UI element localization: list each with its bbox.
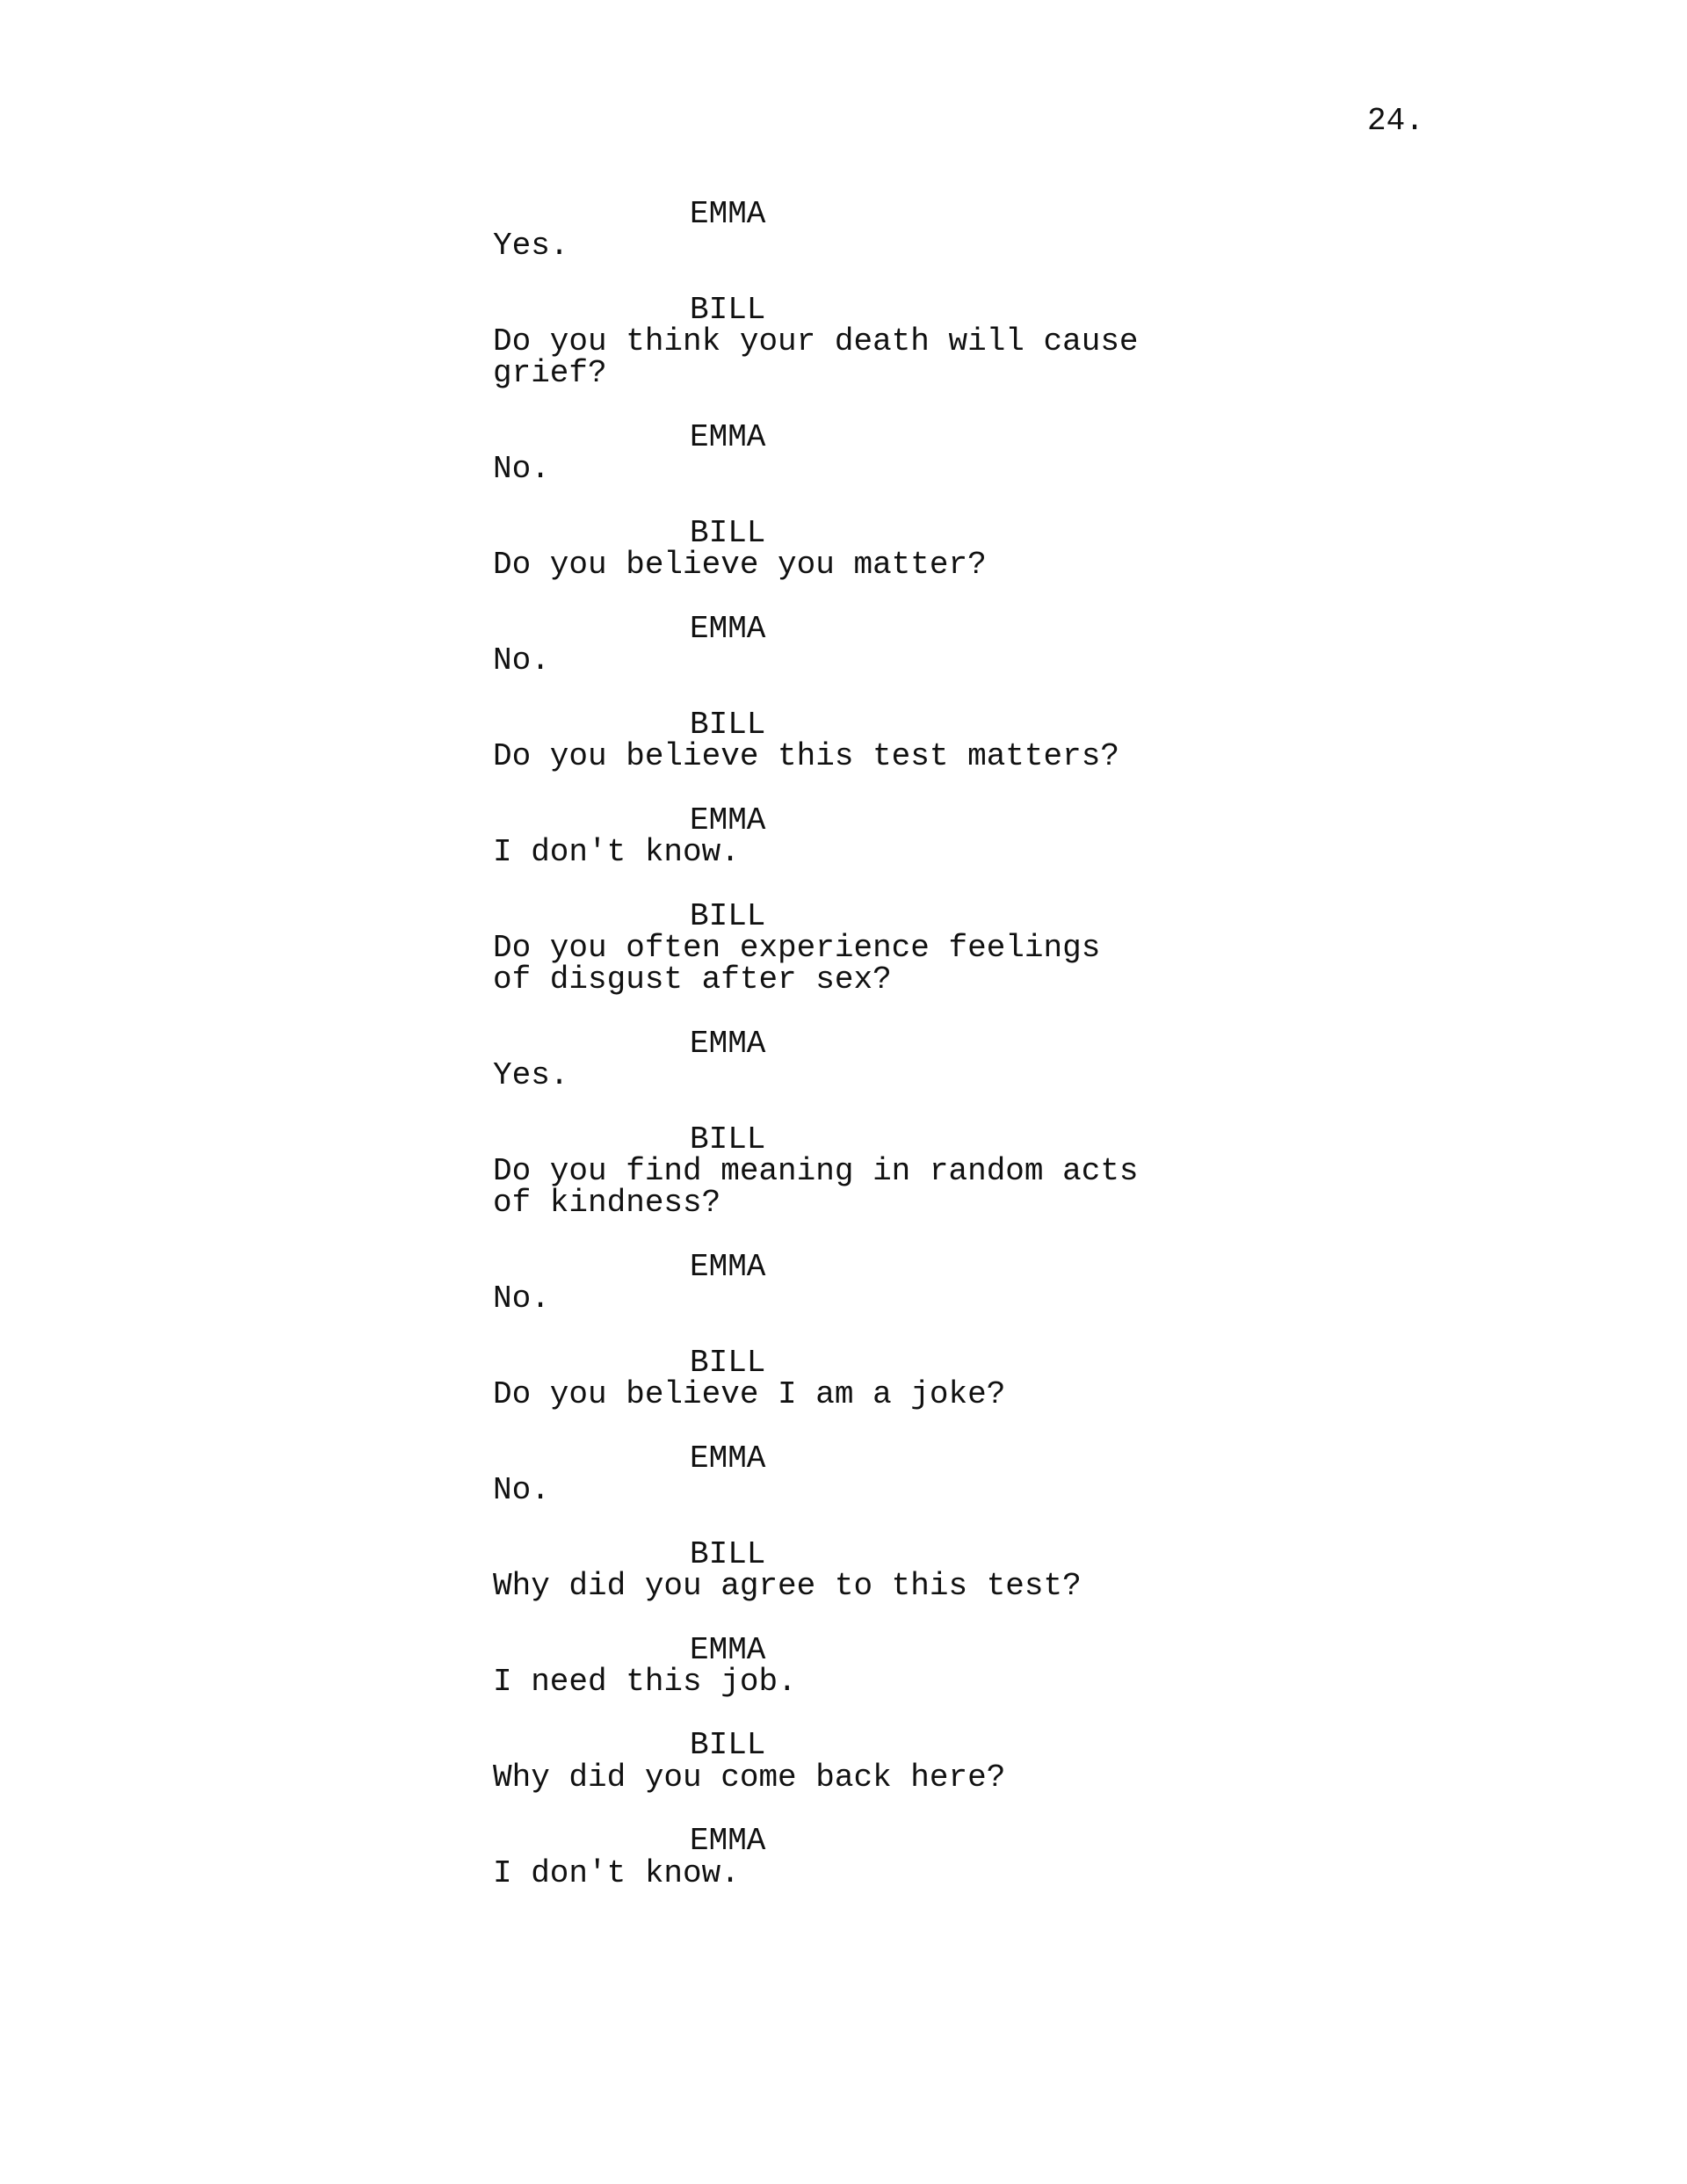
character-name: BILL xyxy=(690,1535,766,1572)
character-name: BILL xyxy=(690,706,766,743)
character-name: EMMA xyxy=(690,802,766,838)
character-name: BILL xyxy=(690,1344,766,1381)
character-name: BILL xyxy=(690,515,766,551)
character-name: EMMA xyxy=(690,196,766,232)
dialogue-line: No. xyxy=(493,642,550,679)
dialogue-line: Yes. xyxy=(493,1057,569,1094)
dialogue-line: Why did you come back here? xyxy=(493,1759,1006,1796)
dialogue-line: of disgust after sex? xyxy=(493,961,892,998)
character-name: EMMA xyxy=(690,610,766,647)
character-name: EMMA xyxy=(690,419,766,456)
character-name: BILL xyxy=(690,897,766,934)
dialogue-line: Do you believe you matter? xyxy=(493,547,987,584)
dialogue-line: I don't know. xyxy=(493,833,740,870)
dialogue-line: Do you think your death will cause xyxy=(493,323,1139,360)
character-name: BILL xyxy=(690,291,766,328)
dialogue-line: No. xyxy=(493,1281,550,1317)
dialogue-line: Do you believe this test matters? xyxy=(493,738,1119,775)
dialogue-line: Why did you agree to this test? xyxy=(493,1567,1082,1604)
dialogue-line: No. xyxy=(493,1471,550,1508)
dialogue-line: Yes. xyxy=(493,228,569,265)
dialogue-line: Do you often experience feelings xyxy=(493,929,1101,966)
character-name: BILL xyxy=(690,1727,766,1764)
dialogue-line: Do you believe I am a joke? xyxy=(493,1376,1006,1413)
character-name: EMMA xyxy=(690,1440,766,1477)
character-name: BILL xyxy=(690,1121,766,1157)
page-number: 24. xyxy=(1367,103,1424,139)
dialogue-line: I don't know. xyxy=(493,1854,740,1891)
dialogue-line: No. xyxy=(493,451,550,488)
character-name: EMMA xyxy=(690,1248,766,1285)
dialogue-line: I need this job. xyxy=(493,1663,797,1700)
dialogue-line: grief? xyxy=(493,355,607,392)
character-name: EMMA xyxy=(690,1631,766,1668)
character-name: EMMA xyxy=(690,1025,766,1062)
dialogue-line: of kindness? xyxy=(493,1185,721,1222)
character-name: EMMA xyxy=(690,1823,766,1860)
dialogue-line: Do you find meaning in random acts xyxy=(493,1152,1139,1189)
